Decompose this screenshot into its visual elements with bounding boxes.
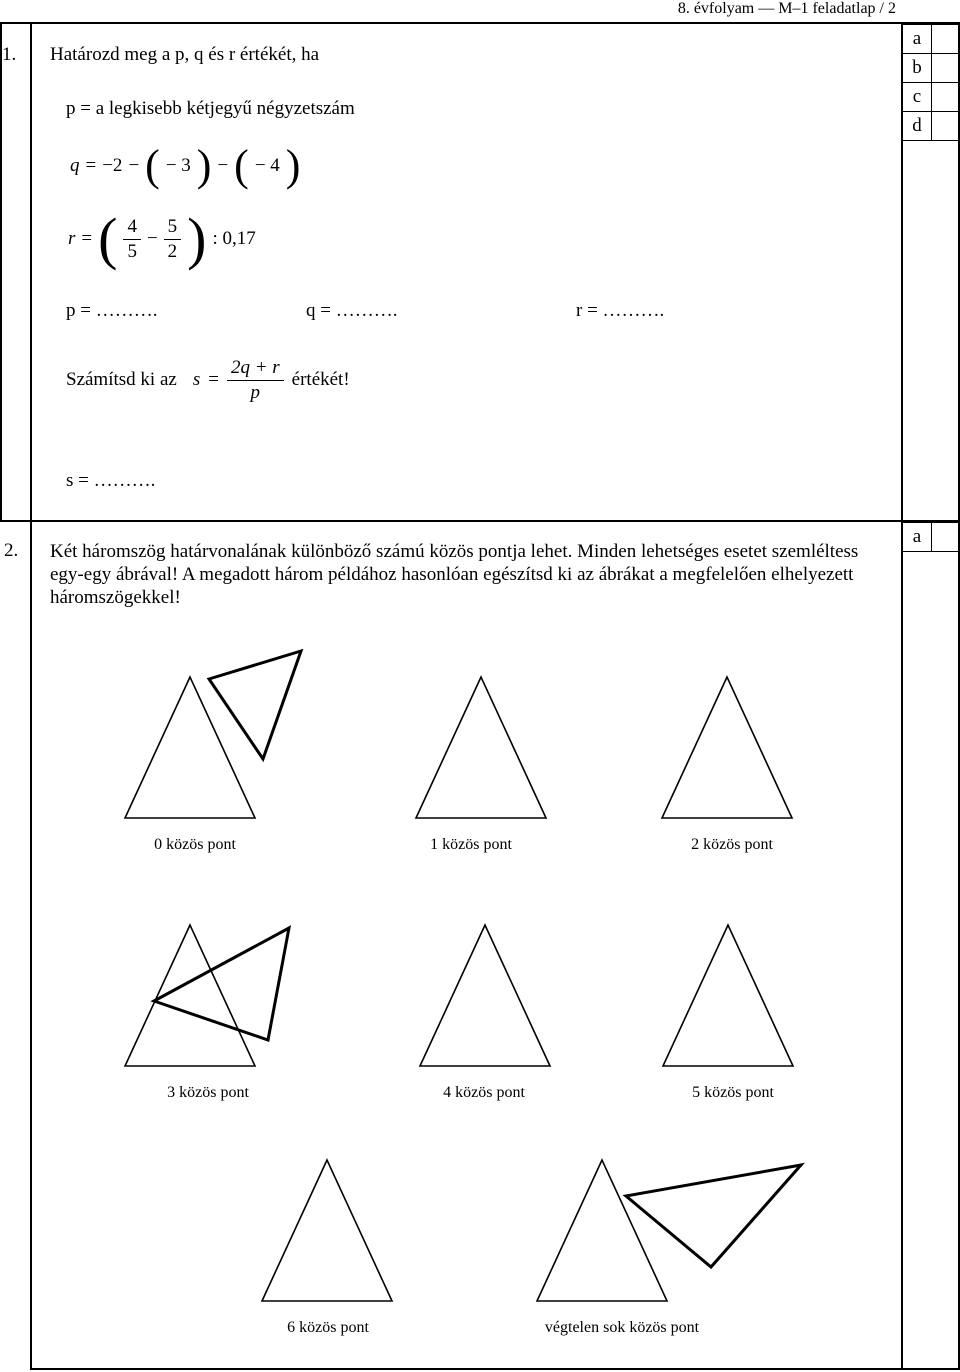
r-f1-den: 5 xyxy=(127,240,137,262)
s-eq: = xyxy=(208,369,219,390)
score-label-2a: a xyxy=(903,523,932,552)
base-triangle-0 xyxy=(125,677,255,818)
r-f2-num: 5 xyxy=(164,215,182,240)
q-minus-2: − xyxy=(217,155,229,176)
task1-number: 1. xyxy=(2,44,17,65)
r-lhs: r xyxy=(68,228,76,249)
p-definition: p = a legkisebb kétjegyű négyzetszám xyxy=(66,98,355,119)
base-triangle-2 xyxy=(662,677,792,818)
q-minus-1: − xyxy=(128,155,140,176)
r-eq: = xyxy=(81,228,93,249)
q-eq: = xyxy=(85,155,97,176)
r-answer[interactable]: r = ………. xyxy=(576,300,665,321)
base-triangle-4 xyxy=(420,925,550,1066)
q-inner-2: − 4 xyxy=(254,155,280,176)
s-numerator: 2q + r xyxy=(227,356,284,381)
score-label-d: d xyxy=(903,112,932,141)
example-triangle-3-common-points xyxy=(154,928,289,1040)
r-paren-open: ( xyxy=(98,206,118,271)
score-label-a: a xyxy=(903,25,932,54)
q-first: −2 xyxy=(102,155,123,176)
base-triangle-5 xyxy=(663,925,793,1066)
q-inner-1: − 3 xyxy=(165,155,191,176)
r-f1-num: 4 xyxy=(123,215,141,240)
caption-1: 1 közös pont xyxy=(430,836,512,853)
caption-6: 6 közös pont xyxy=(287,1319,369,1336)
paren-close-2: ) xyxy=(285,141,301,190)
q-lhs: q xyxy=(70,155,80,176)
s-answer[interactable]: s = ………. xyxy=(66,470,156,491)
q-answer[interactable]: q = ………. xyxy=(306,300,398,321)
p-answer[interactable]: p = ………. xyxy=(66,300,158,321)
base-triangle-3 xyxy=(125,925,255,1066)
r-minus: − xyxy=(146,228,158,249)
page-label: 8. évfolyam — M–1 feladatlap / 2 xyxy=(677,0,896,17)
score-label-b: b xyxy=(903,54,932,83)
paren-close-1: ) xyxy=(196,141,212,190)
base-triangle-1 xyxy=(416,677,546,818)
score-label-c: c xyxy=(903,83,932,112)
task2-number: 2. xyxy=(4,540,19,561)
paren-open-1: ( xyxy=(145,141,160,190)
caption-4: 4 közös pont xyxy=(443,1084,525,1101)
example-triangle-0-common-points xyxy=(209,651,301,759)
task2-instruction: Két háromszög határvonalának különböző számú közös pontja lehet. Minden lehetséges esetet szemléltess egy-egy ábrával! A megadott három példához hasonlóan egészítsd ki az ábrákat a megfelelően elhelyezett háromszögekkel! xyxy=(50,541,859,608)
r-paren-close: ) xyxy=(187,206,207,271)
example-triangle-infinite-common-points xyxy=(626,1165,801,1267)
s-lhs: s xyxy=(192,369,201,390)
s-denominator: p xyxy=(250,381,261,403)
caption-5: 5 közös pont xyxy=(692,1084,774,1101)
r-f2-den: 2 xyxy=(167,240,178,262)
task1-instruction: Határozd meg a p, q és r értékét, ha xyxy=(50,44,320,65)
compute-text-before: Számítsd ki az xyxy=(66,369,177,390)
caption-0: 0 közös pont xyxy=(154,836,236,853)
caption-7: végtelen sok közös pont xyxy=(544,1319,700,1336)
base-triangle-7 xyxy=(537,1160,667,1301)
r-rest: : 0,17 xyxy=(212,228,256,249)
base-triangle-6 xyxy=(262,1160,392,1301)
compute-text-after: értékét! xyxy=(291,369,350,390)
paren-open-2: ( xyxy=(234,141,249,190)
caption-3: 3 közös pont xyxy=(167,1084,249,1101)
caption-2: 2 közös pont xyxy=(691,836,773,853)
